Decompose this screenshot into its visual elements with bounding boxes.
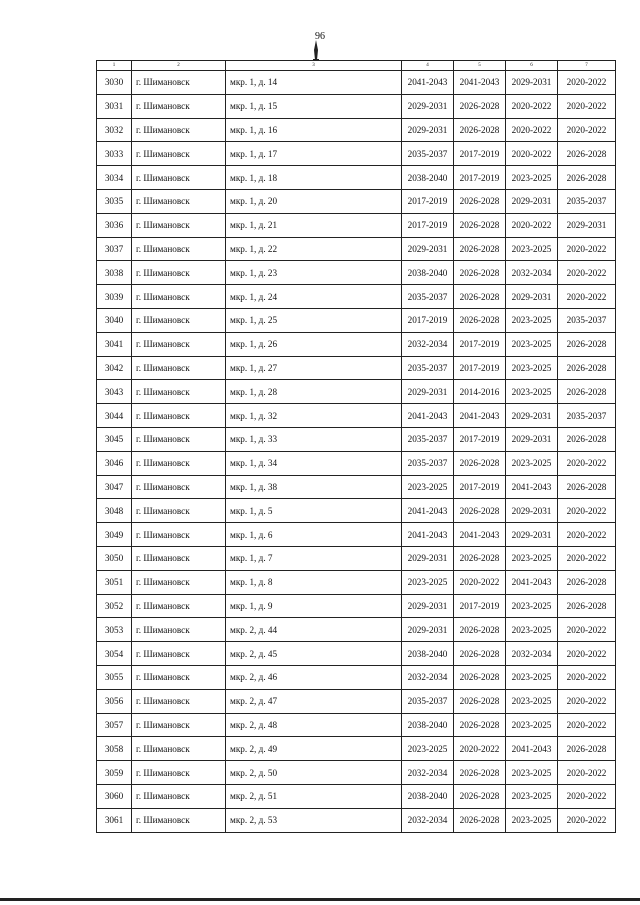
city-cell: г. Шимановск [132,427,226,451]
city-cell: г. Шимановск [132,285,226,309]
table-row [97,213,616,237]
row-number-cell: 3038 [97,261,132,285]
row-number-cell: 3039 [97,285,132,309]
address-cell: мкр. 1, д. 28 [226,380,402,404]
address-cell: мкр. 1, д. 15 [226,94,402,118]
period-cell: 2020-2022 [558,784,616,808]
row-number-cell: 3041 [97,332,132,356]
column-header: 2 [132,61,226,71]
row-number-cell: 3045 [97,427,132,451]
period-cell: 2041-2043 [506,570,558,594]
row-number-cell: 3060 [97,784,132,808]
period-cell: 2041-2043 [454,523,506,547]
period-cell: 2026-2028 [558,570,616,594]
stamp-mark-icon [312,40,320,62]
city-cell: г. Шимановск [132,189,226,213]
address-cell: мкр. 1, д. 21 [226,213,402,237]
period-cell: 2023-2025 [506,546,558,570]
address-cell: мкр. 2, д. 47 [226,689,402,713]
period-cell: 2026-2028 [558,142,616,166]
address-cell: мкр. 1, д. 24 [226,285,402,309]
period-cell: 2026-2028 [454,761,506,785]
city-cell: г. Шимановск [132,213,226,237]
city-cell: г. Шимановск [132,594,226,618]
period-cell: 2026-2028 [454,642,506,666]
table-row [97,332,616,356]
table-row [97,713,616,737]
city-cell: г. Шимановск [132,404,226,428]
row-number-cell: 3033 [97,142,132,166]
table-row [97,737,616,761]
period-cell: 2023-2025 [506,713,558,737]
table-row [97,118,616,142]
period-cell: 2026-2028 [454,451,506,475]
period-cell: 2023-2025 [506,166,558,190]
period-cell: 2038-2040 [402,261,454,285]
table-header-row [97,61,616,71]
table-row [97,94,616,118]
period-cell: 2020-2022 [558,689,616,713]
period-cell: 2032-2034 [402,332,454,356]
period-cell: 2017-2019 [454,594,506,618]
period-cell: 2035-2037 [402,427,454,451]
period-cell: 2038-2040 [402,713,454,737]
table-row [97,618,616,642]
period-cell: 2026-2028 [454,118,506,142]
period-cell: 2023-2025 [506,308,558,332]
city-cell: г. Шимановск [132,237,226,261]
city-cell: г. Шимановск [132,356,226,380]
row-number-cell: 3043 [97,380,132,404]
address-cell: мкр. 1, д. 38 [226,475,402,499]
period-cell: 2023-2025 [506,356,558,380]
period-cell: 2020-2022 [558,451,616,475]
address-cell: мкр. 2, д. 53 [226,808,402,832]
row-number-cell: 3034 [97,166,132,190]
period-cell: 2038-2040 [402,642,454,666]
city-cell: г. Шимановск [132,523,226,547]
period-cell: 2026-2028 [558,737,616,761]
housing-schedule-table [96,60,616,833]
table-row [97,761,616,785]
period-cell: 2026-2028 [558,380,616,404]
period-cell: 2026-2028 [454,213,506,237]
address-cell: мкр. 1, д. 34 [226,451,402,475]
period-cell: 2026-2028 [454,665,506,689]
row-number-cell: 3030 [97,71,132,95]
table-row [97,689,616,713]
period-cell: 2029-2031 [506,285,558,309]
period-cell: 2032-2034 [506,261,558,285]
period-cell: 2023-2025 [506,237,558,261]
period-cell: 2029-2031 [402,594,454,618]
period-cell: 2026-2028 [454,285,506,309]
address-cell: мкр. 2, д. 50 [226,761,402,785]
period-cell: 2026-2028 [454,546,506,570]
column-header: 7 [558,61,616,71]
period-cell: 2020-2022 [506,142,558,166]
row-number-cell: 3049 [97,523,132,547]
period-cell: 2041-2043 [402,404,454,428]
city-cell: г. Шимановск [132,784,226,808]
address-cell: мкр. 1, д. 9 [226,594,402,618]
period-cell: 2038-2040 [402,166,454,190]
address-cell: мкр. 2, д. 44 [226,618,402,642]
city-cell: г. Шимановск [132,761,226,785]
period-cell: 2029-2031 [506,404,558,428]
period-cell: 2023-2025 [402,570,454,594]
row-number-cell: 3050 [97,546,132,570]
row-number-cell: 3035 [97,189,132,213]
period-cell: 2029-2031 [506,523,558,547]
city-cell: г. Шимановск [132,308,226,332]
column-header: 5 [454,61,506,71]
row-number-cell: 3058 [97,737,132,761]
period-cell: 2023-2025 [506,594,558,618]
period-cell: 2026-2028 [454,618,506,642]
period-cell: 2017-2019 [454,427,506,451]
row-number-cell: 3057 [97,713,132,737]
table-row [97,475,616,499]
table-row [97,71,616,95]
period-cell: 2038-2040 [402,784,454,808]
city-cell: г. Шимановск [132,142,226,166]
period-cell: 2023-2025 [506,689,558,713]
period-cell: 2026-2028 [454,784,506,808]
address-cell: мкр. 1, д. 17 [226,142,402,166]
row-number-cell: 3032 [97,118,132,142]
city-cell: г. Шимановск [132,808,226,832]
city-cell: г. Шимановск [132,546,226,570]
period-cell: 2032-2034 [506,642,558,666]
period-cell: 2029-2031 [506,499,558,523]
row-number-cell: 3037 [97,237,132,261]
city-cell: г. Шимановск [132,332,226,356]
period-cell: 2020-2022 [454,570,506,594]
period-cell: 2026-2028 [454,94,506,118]
period-cell: 2041-2043 [402,523,454,547]
page-bottom-edge [0,898,640,901]
table-row [97,665,616,689]
column-header: 4 [402,61,454,71]
period-cell: 2017-2019 [454,166,506,190]
period-cell: 2020-2022 [506,213,558,237]
period-cell: 2023-2025 [506,380,558,404]
period-cell: 2041-2043 [454,71,506,95]
period-cell: 2020-2022 [558,523,616,547]
period-cell: 2029-2031 [506,71,558,95]
period-cell: 2017-2019 [402,189,454,213]
city-cell: г. Шимановск [132,642,226,666]
period-cell: 2035-2037 [402,285,454,309]
period-cell: 2017-2019 [402,308,454,332]
period-cell: 2035-2037 [558,308,616,332]
period-cell: 2026-2028 [454,237,506,261]
row-number-cell: 3048 [97,499,132,523]
period-cell: 2029-2031 [402,94,454,118]
period-cell: 2029-2031 [506,189,558,213]
period-cell: 2032-2034 [402,808,454,832]
city-cell: г. Шимановск [132,261,226,285]
period-cell: 2026-2028 [558,332,616,356]
period-cell: 2023-2025 [506,808,558,832]
period-cell: 2020-2022 [558,546,616,570]
row-number-cell: 3056 [97,689,132,713]
period-cell: 2029-2031 [402,618,454,642]
table-row [97,308,616,332]
period-cell: 2026-2028 [454,261,506,285]
row-number-cell: 3047 [97,475,132,499]
address-cell: мкр. 1, д. 5 [226,499,402,523]
period-cell: 2020-2022 [558,618,616,642]
address-cell: мкр. 1, д. 32 [226,404,402,428]
period-cell: 2026-2028 [558,356,616,380]
period-cell: 2020-2022 [454,737,506,761]
address-cell: мкр. 1, д. 8 [226,570,402,594]
period-cell: 2023-2025 [506,761,558,785]
period-cell: 2020-2022 [558,118,616,142]
period-cell: 2020-2022 [558,713,616,737]
period-cell: 2020-2022 [558,261,616,285]
city-cell: г. Шимановск [132,713,226,737]
period-cell: 2035-2037 [402,689,454,713]
period-cell: 2020-2022 [558,237,616,261]
row-number-cell: 3046 [97,451,132,475]
table-row [97,237,616,261]
row-number-cell: 3055 [97,665,132,689]
period-cell: 2023-2025 [402,475,454,499]
period-cell: 2023-2025 [506,665,558,689]
period-cell: 2041-2043 [402,71,454,95]
city-cell: г. Шимановск [132,380,226,404]
address-cell: мкр. 2, д. 46 [226,665,402,689]
row-number-cell: 3042 [97,356,132,380]
period-cell: 2020-2022 [558,808,616,832]
period-cell: 2026-2028 [558,166,616,190]
period-cell: 2026-2028 [454,808,506,832]
row-number-cell: 3044 [97,404,132,428]
period-cell: 2035-2037 [402,451,454,475]
period-cell: 2035-2037 [402,142,454,166]
page-number: 96 [315,31,325,42]
column-header: 1 [97,61,132,71]
period-cell: 2023-2025 [506,451,558,475]
city-cell: г. Шимановск [132,665,226,689]
city-cell: г. Шимановск [132,618,226,642]
column-header: 3 [226,61,402,71]
address-cell: мкр. 1, д. 7 [226,546,402,570]
table-row [97,808,616,832]
address-cell: мкр. 1, д. 16 [226,118,402,142]
period-cell: 2017-2019 [402,213,454,237]
period-cell: 2029-2031 [506,427,558,451]
period-cell: 2023-2025 [506,784,558,808]
table-row [97,404,616,428]
row-number-cell: 3031 [97,94,132,118]
period-cell: 2026-2028 [454,189,506,213]
city-cell: г. Шимановск [132,71,226,95]
table-row [97,285,616,309]
row-number-cell: 3036 [97,213,132,237]
table-row [97,451,616,475]
period-cell: 2017-2019 [454,356,506,380]
address-cell: мкр. 1, д. 23 [226,261,402,285]
address-cell: мкр. 1, д. 25 [226,308,402,332]
city-cell: г. Шимановск [132,475,226,499]
period-cell: 2020-2022 [558,761,616,785]
period-cell: 2020-2022 [558,665,616,689]
row-number-cell: 3061 [97,808,132,832]
period-cell: 2041-2043 [506,475,558,499]
period-cell: 2020-2022 [506,94,558,118]
period-cell: 2017-2019 [454,332,506,356]
city-cell: г. Шимановск [132,499,226,523]
period-cell: 2023-2025 [506,618,558,642]
city-cell: г. Шимановск [132,451,226,475]
period-cell: 2023-2025 [506,332,558,356]
table-row [97,427,616,451]
row-number-cell: 3052 [97,594,132,618]
period-cell: 2029-2031 [402,118,454,142]
period-cell: 2017-2019 [454,475,506,499]
period-cell: 2029-2031 [558,213,616,237]
period-cell: 2029-2031 [402,380,454,404]
column-header: 6 [506,61,558,71]
table-row [97,523,616,547]
period-cell: 2026-2028 [558,427,616,451]
period-cell: 2041-2043 [506,737,558,761]
row-number-cell: 3054 [97,642,132,666]
period-cell: 2017-2019 [454,142,506,166]
table-row [97,499,616,523]
table-row [97,642,616,666]
table-row [97,594,616,618]
address-cell: мкр. 1, д. 14 [226,71,402,95]
address-cell: мкр. 2, д. 48 [226,713,402,737]
period-cell: 2029-2031 [402,237,454,261]
period-cell: 2026-2028 [558,475,616,499]
period-cell: 2029-2031 [402,546,454,570]
period-cell: 2035-2037 [402,356,454,380]
address-cell: мкр. 1, д. 27 [226,356,402,380]
period-cell: 2035-2037 [558,189,616,213]
period-cell: 2014-2016 [454,380,506,404]
period-cell: 2041-2043 [402,499,454,523]
address-cell: мкр. 1, д. 22 [226,237,402,261]
city-cell: г. Шимановск [132,118,226,142]
table-row [97,142,616,166]
period-cell: 2020-2022 [558,499,616,523]
city-cell: г. Шимановск [132,570,226,594]
row-number-cell: 3053 [97,618,132,642]
city-cell: г. Шимановск [132,737,226,761]
period-cell: 2020-2022 [558,94,616,118]
city-cell: г. Шимановск [132,166,226,190]
city-cell: г. Шимановск [132,689,226,713]
row-number-cell: 3059 [97,761,132,785]
address-cell: мкр. 2, д. 45 [226,642,402,666]
period-cell: 2026-2028 [454,713,506,737]
table-row [97,261,616,285]
table-row [97,380,616,404]
period-cell: 2032-2034 [402,761,454,785]
address-cell: мкр. 1, д. 20 [226,189,402,213]
period-cell: 2026-2028 [558,594,616,618]
address-cell: мкр. 2, д. 51 [226,784,402,808]
table-row [97,570,616,594]
address-cell: мкр. 1, д. 6 [226,523,402,547]
period-cell: 2026-2028 [454,689,506,713]
row-number-cell: 3040 [97,308,132,332]
period-cell: 2026-2028 [454,308,506,332]
address-cell: мкр. 2, д. 49 [226,737,402,761]
address-cell: мкр. 1, д. 33 [226,427,402,451]
table-row [97,546,616,570]
period-cell: 2035-2037 [558,404,616,428]
period-cell: 2020-2022 [558,285,616,309]
period-cell: 2020-2022 [506,118,558,142]
row-number-cell: 3051 [97,570,132,594]
period-cell: 2020-2022 [558,642,616,666]
table-row [97,784,616,808]
period-cell: 2023-2025 [402,737,454,761]
table-row [97,356,616,380]
period-cell: 2041-2043 [454,404,506,428]
table-row [97,189,616,213]
address-cell: мкр. 1, д. 18 [226,166,402,190]
period-cell: 2032-2034 [402,665,454,689]
period-cell: 2026-2028 [454,499,506,523]
period-cell: 2020-2022 [558,71,616,95]
city-cell: г. Шимановск [132,94,226,118]
address-cell: мкр. 1, д. 26 [226,332,402,356]
table-row [97,166,616,190]
